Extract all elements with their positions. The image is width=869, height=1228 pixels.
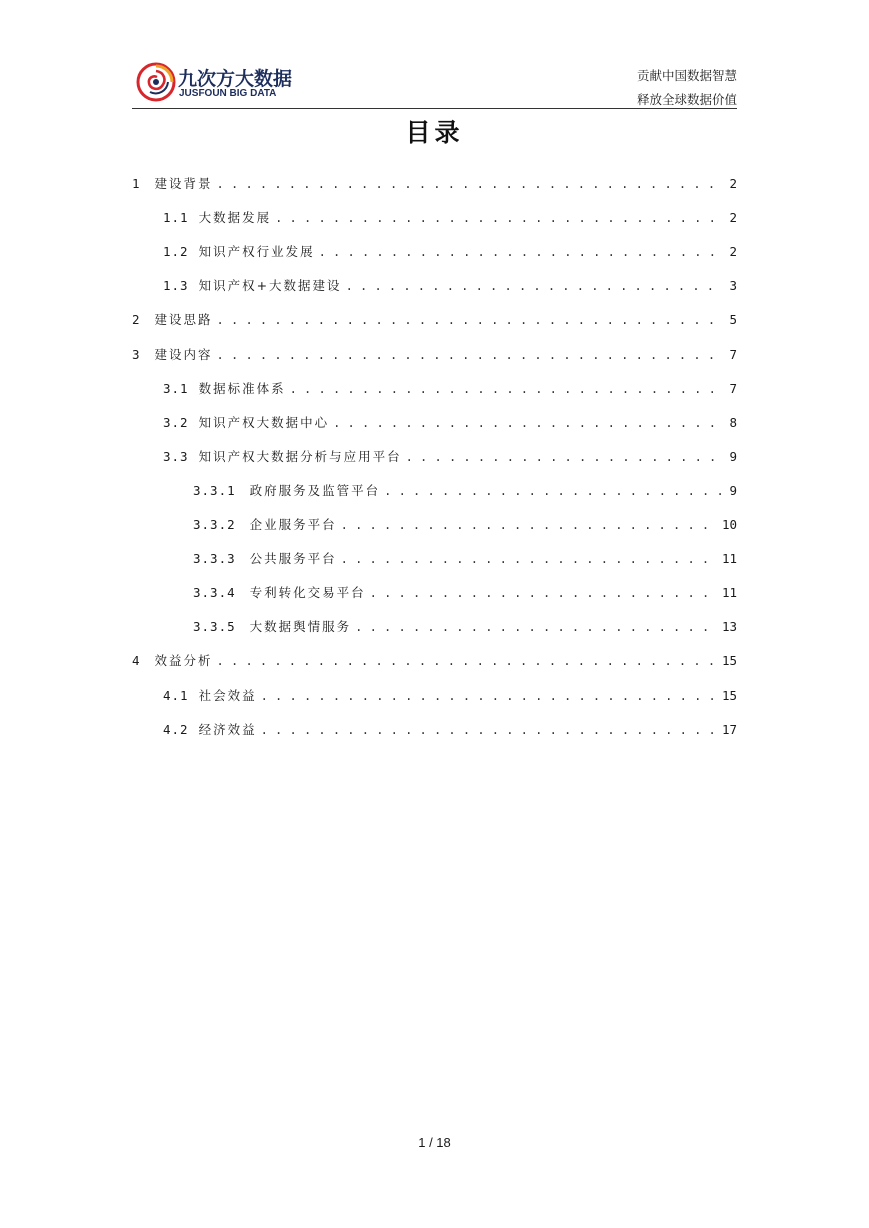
toc-entry[interactable]	[163, 242, 737, 262]
toc-entry[interactable]	[193, 617, 737, 637]
toc-entry-number: 3	[132, 346, 141, 362]
toc-dot-leader	[346, 276, 724, 296]
toc-entry-number: 3.3.3	[193, 551, 236, 567]
slogan-line-2: 释放全球数据价值	[636, 92, 737, 107]
toc-entry-number: 3.3.1	[193, 482, 236, 498]
toc-entry[interactable]	[132, 651, 737, 671]
toc-entry[interactable]	[193, 583, 737, 603]
brand-name-cn: 九次方大数据	[178, 68, 293, 90]
toc-dot-leader	[261, 720, 716, 740]
toc-entry[interactable]	[193, 515, 737, 535]
toc-entry-title: 建设思路	[154, 312, 213, 328]
toc-entry-page: 2	[729, 244, 737, 260]
brand-name-en: JUSFOUN BIG DATA	[179, 88, 277, 99]
toc-entry-title: 企业服务平台	[249, 517, 337, 532]
toc-entry[interactable]	[193, 549, 737, 569]
toc-entry[interactable]	[163, 686, 737, 706]
toc-dot-leader	[319, 242, 724, 262]
toc-entry[interactable]	[132, 310, 737, 330]
toc-entry-page: 15	[721, 687, 737, 703]
toc-entry-number: 2	[132, 312, 141, 328]
toc-entry[interactable]	[163, 720, 737, 740]
toc-entry-title: 知识产权大数据中心	[198, 414, 330, 430]
toc-entry-title: 建设背景	[154, 176, 213, 191]
toc-entry-title: 知识产权+大数据建设	[198, 278, 342, 294]
toc-entry-number: 3.3.2	[193, 517, 236, 532]
toc-entry-number: 3.3.5	[193, 619, 236, 635]
toc-entry-number: 1.1	[163, 210, 189, 226]
toc-entry-page: 8	[729, 414, 737, 430]
toc-entry-title: 效益分析	[154, 653, 213, 669]
toc-entry[interactable]	[163, 276, 737, 296]
slogan-line-1: 贡献中国数据智慧	[636, 68, 737, 83]
toc-entry-title: 公共服务平台	[249, 551, 337, 567]
toc-entry-number: 1.3	[163, 278, 189, 294]
toc-entry[interactable]	[163, 379, 737, 399]
toc-entry-page: 2	[729, 176, 737, 191]
toc-dot-leader	[406, 447, 724, 467]
toc-dot-leader	[217, 174, 724, 194]
toc-entry-page: 7	[729, 346, 737, 362]
toc-entry-page: 3	[729, 278, 737, 294]
toc-entry-title: 社会效益	[198, 687, 257, 703]
toc-entry[interactable]	[132, 174, 737, 194]
toc-entry-title: 专利转化交易平台	[249, 585, 366, 601]
toc-entry[interactable]	[163, 208, 737, 228]
toc-entry-title: 大数据舆情服务	[249, 619, 352, 635]
toc-entry[interactable]	[132, 345, 737, 365]
toc-entry-page: 7	[729, 380, 737, 396]
toc-entry-title: 知识产权大数据分析与应用平台	[198, 448, 402, 464]
toc-entry-page: 13	[721, 619, 737, 635]
toc-entry-title: 经济效益	[198, 721, 257, 737]
toc-dot-leader	[261, 686, 716, 706]
toc-entry-title: 数据标准体系	[198, 380, 286, 396]
toc-dot-leader	[217, 345, 724, 365]
toc-entry[interactable]	[163, 447, 737, 467]
toc-dot-leader	[290, 379, 724, 399]
toc-entry-title: 大数据发展	[198, 210, 272, 226]
toc-entry[interactable]	[163, 413, 737, 433]
toc-entry-number: 3.1	[163, 380, 189, 396]
toc-entry-number: 3.3	[163, 448, 189, 464]
toc-dot-leader	[217, 310, 724, 330]
toc-entry-title: 政府服务及监管平台	[249, 482, 381, 498]
toc-entry-page: 2	[729, 210, 737, 226]
toc-dot-leader	[341, 549, 716, 569]
toc-dot-leader	[341, 515, 716, 535]
toc-entry[interactable]	[193, 481, 737, 501]
toc-entry-title: 知识产权行业发展	[198, 244, 315, 260]
toc-dot-leader	[355, 617, 716, 637]
toc-entry-number: 4.2	[163, 721, 189, 737]
toc-title: 目录	[405, 118, 464, 147]
toc-entry-number: 3.2	[163, 414, 189, 430]
toc-entry-number: 3.3.4	[193, 585, 236, 601]
toc-entry-page: 15	[721, 653, 737, 669]
toc-entry-page: 9	[729, 448, 737, 464]
toc-entry-number: 4.1	[163, 687, 189, 703]
toc-entry-page: 17	[721, 721, 737, 737]
toc-dot-leader	[275, 208, 723, 228]
toc-entry-number: 1	[132, 176, 141, 191]
toc-entry-title: 建设内容	[154, 346, 213, 362]
toc-entry-page: 11	[721, 551, 737, 567]
toc-entry-number: 1.2	[163, 244, 189, 260]
toc-dot-leader	[217, 651, 716, 671]
toc-entry-page: 10	[721, 517, 737, 532]
toc-entry-page: 5	[729, 312, 737, 328]
page-indicator: 1 / 18	[418, 1135, 451, 1150]
toc-dot-leader	[333, 413, 723, 433]
toc-dot-leader	[370, 583, 716, 603]
toc-dot-leader	[384, 481, 723, 501]
toc-entry-page: 9	[729, 482, 737, 498]
toc-entry-page: 11	[721, 585, 737, 601]
toc-entry-number: 4	[132, 653, 141, 669]
